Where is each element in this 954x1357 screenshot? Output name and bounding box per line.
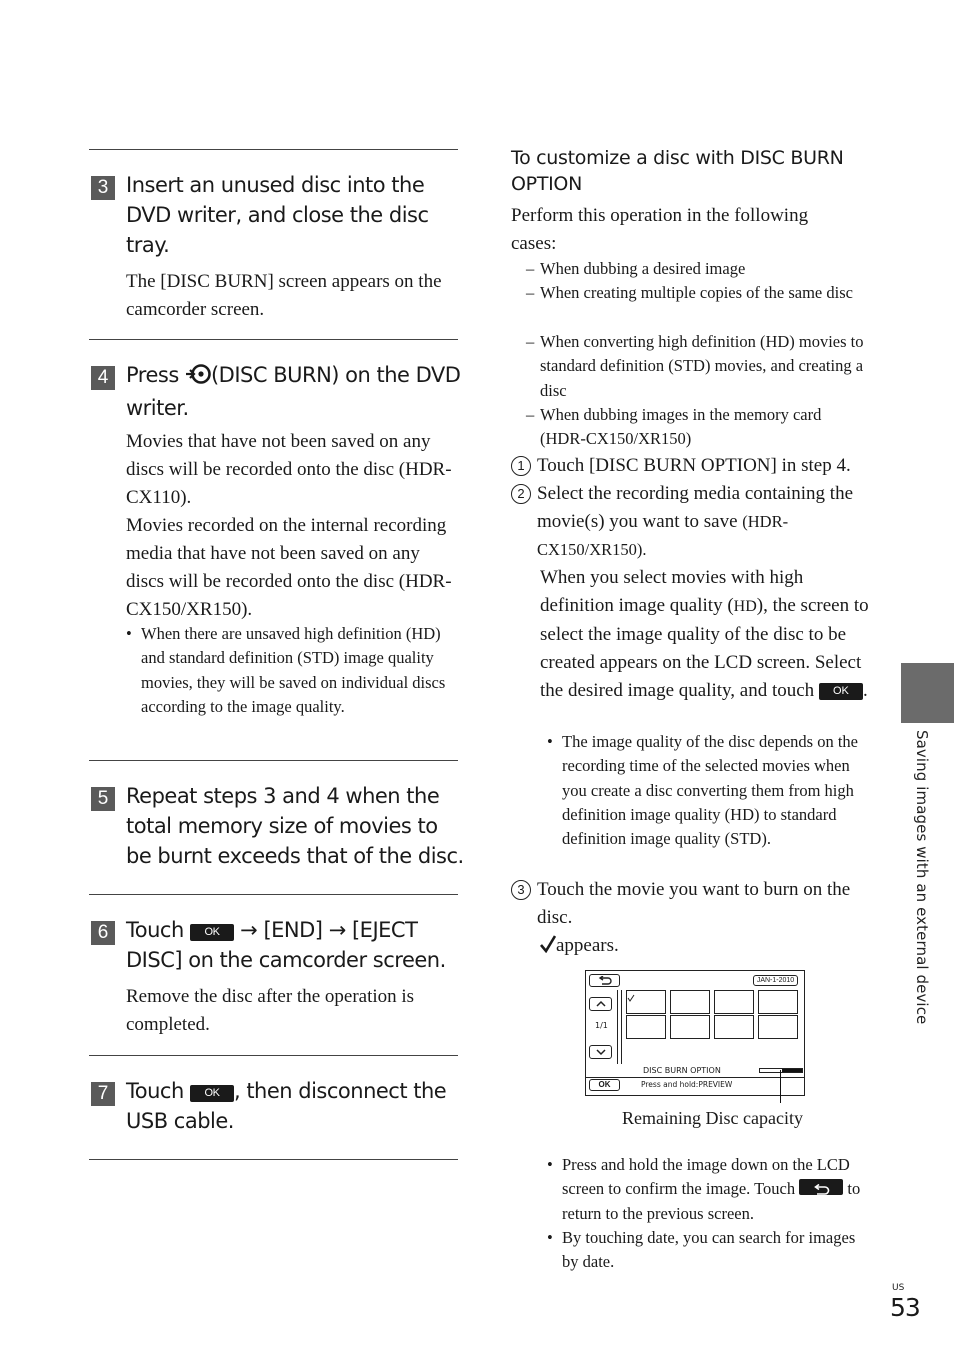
dash: – <box>526 283 535 302</box>
step-5-title: Repeat steps 3 and 4 when the total memory size of movies to be burnt exceeds that of the disc. <box>126 784 464 868</box>
substep-1-text: Touch [DISC BURN OPTION] in step 4. <box>537 455 851 476</box>
divider <box>89 149 458 150</box>
note-2: By touching date, you can search for images by date. <box>562 1228 856 1272</box>
bullet: • <box>547 732 553 751</box>
dash: – <box>526 259 535 278</box>
check-appears-text: appears. <box>556 935 619 956</box>
lcd-thumbnail <box>758 990 798 1014</box>
divider <box>89 1159 458 1160</box>
step-4-title <box>126 360 462 423</box>
substep-2-detail-a: When you select movies with high definition image quality ( <box>540 567 804 616</box>
callout-line <box>780 1070 781 1103</box>
step-6-end: [END] <box>263 918 323 942</box>
substep-3-text: Touch the movie you want to burn on the disc. <box>537 879 851 928</box>
lcd-screen-illustration <box>585 970 805 1096</box>
step-4-note: When there are unsaved high definition (HD) and standard definition (STD) image quality movies, they will be saved on individual discs according to the image quality. <box>141 624 446 716</box>
substep-2-text <box>537 480 869 564</box>
disc-burn-icon <box>185 363 211 393</box>
page-region: US <box>892 1283 905 1293</box>
note-1 <box>562 1153 870 1226</box>
case-item: When dubbing images in the memory card (HDR-CX150/XR150) <box>540 405 822 449</box>
step-7-number: 7 <box>91 1082 115 1106</box>
step-3-title: Insert an unused disc into the DVD writer, and close the disc tray. <box>126 173 429 257</box>
lcd-thumbnail <box>714 990 754 1014</box>
step-6-number: 6 <box>91 921 115 945</box>
dash: – <box>526 405 535 424</box>
lcd-return-button <box>589 974 620 987</box>
return-button-icon <box>799 1179 843 1195</box>
arrow-icon: → <box>240 918 258 942</box>
step-3-number: 3 <box>91 176 115 200</box>
step-4-title-pre: Press <box>126 363 179 387</box>
lcd-thumbnail <box>626 1015 666 1039</box>
lcd-title: DISC BURN OPTION <box>643 1066 721 1075</box>
ok-button-icon: OK <box>819 683 863 700</box>
step-7-rest: , then disconnect the USB cable. <box>126 1079 447 1133</box>
section-tab <box>901 663 954 723</box>
divider <box>89 1055 458 1056</box>
divider <box>89 339 458 340</box>
checkmark-icon <box>540 934 556 962</box>
section-heading: To customize a disc with DISC BURN OPTION <box>511 147 844 195</box>
lcd-scrollbar <box>617 990 622 1064</box>
step-4-number: 4 <box>91 366 115 390</box>
divider <box>89 760 458 761</box>
lcd-thumbnail <box>758 1015 798 1039</box>
step-7-title <box>126 1076 456 1136</box>
step-6-touch: Touch <box>126 918 184 942</box>
lcd-thumbnail <box>670 990 710 1014</box>
lcd-date-button: JAN-1-2010 <box>753 975 798 986</box>
note-1-b: to return to the previous screen. <box>562 1179 861 1223</box>
bullet: • <box>126 624 132 643</box>
figure-caption: Remaining Disc capacity <box>622 1108 803 1128</box>
section-intro: Perform this operation in the following cases: <box>511 205 809 254</box>
check-appears <box>540 932 740 962</box>
substep-2-models: (HDR-CX150/XR150). <box>537 512 789 559</box>
step-6-title <box>126 915 458 975</box>
lcd-page-counter: 1/1 <box>595 1021 608 1030</box>
lcd-divider <box>586 1077 804 1078</box>
substep-2-number: 2 <box>511 480 531 508</box>
lcd-thumbnail <box>714 1015 754 1039</box>
step-6-body: Remove the disc after the operation is completed. <box>126 986 415 1035</box>
step-7-touch: Touch <box>126 1079 184 1103</box>
lcd-check-icon <box>627 989 635 1007</box>
ok-button-icon: OK <box>190 924 234 941</box>
section-tab-label: Saving images with an external device <box>913 730 931 1025</box>
hd-mark: HD <box>733 598 757 615</box>
case-item: When converting high definition (HD) movies to standard definition (STD) movies, and creating a disc <box>540 332 864 400</box>
step-5-number: 5 <box>91 787 115 811</box>
substep-2-detail: When you select movies with high definition image quality (HD), the screen to select the image quality of the disc to be created appears on the LCD screen. Select the desired image quality, and touch OK . <box>540 567 869 701</box>
arrow-icon: → <box>328 918 346 942</box>
substep-2-note: The image quality of the disc depends on the recording time of the selected movies when you create a disc converting them from high definition image quality (HD) to standard definition image quality (STD). <box>562 732 859 849</box>
ok-button-icon: OK <box>190 1085 234 1102</box>
case-item: When creating multiple copies of the same disc <box>540 283 853 302</box>
step-6-eject: [EJECT DISC] on the camcorder screen. <box>126 918 446 972</box>
substep-2-detail-b: ), the screen to select the image quality of the disc to be created appears on the LCD screen. Select the desired image quality, and touch <box>540 595 869 701</box>
lcd-ok-button: OK <box>589 1079 620 1091</box>
lcd-thumbnail <box>670 1015 710 1039</box>
dash: – <box>526 332 535 351</box>
case-item: When dubbing a desired image <box>540 259 746 278</box>
bullet: • <box>547 1155 553 1174</box>
bullet: • <box>547 1228 553 1247</box>
lcd-up-button <box>589 997 612 1011</box>
substep-2-main: Select the recording media containing the movie(s) you want to save <box>537 483 854 532</box>
substep-3-number: 3 <box>511 876 531 904</box>
lcd-hint: Press and hold:PREVIEW <box>641 1080 733 1089</box>
step-4-para1: Movies that have not been saved on any discs will be recorded onto the disc (HDR-CX110). <box>126 431 452 508</box>
lcd-down-button <box>589 1045 612 1059</box>
step-4-para2: Movies recorded on the internal recording media that have not been saved on any discs will be recorded onto the disc (HDR-CX150/XR150). <box>126 515 452 620</box>
step-3-body: The [DISC BURN] screen appears on the camcorder screen. <box>126 271 442 320</box>
lcd-capacity-bar <box>759 1068 803 1073</box>
divider <box>89 894 458 895</box>
note-1-a: Press and hold the image down on the LCD screen to confirm the image. Touch <box>562 1155 850 1199</box>
step-4-title-post: (DISC BURN) on the DVD writer. <box>126 363 461 420</box>
substep-1-number: 1 <box>511 452 531 480</box>
page-number: 53 <box>890 1293 920 1322</box>
